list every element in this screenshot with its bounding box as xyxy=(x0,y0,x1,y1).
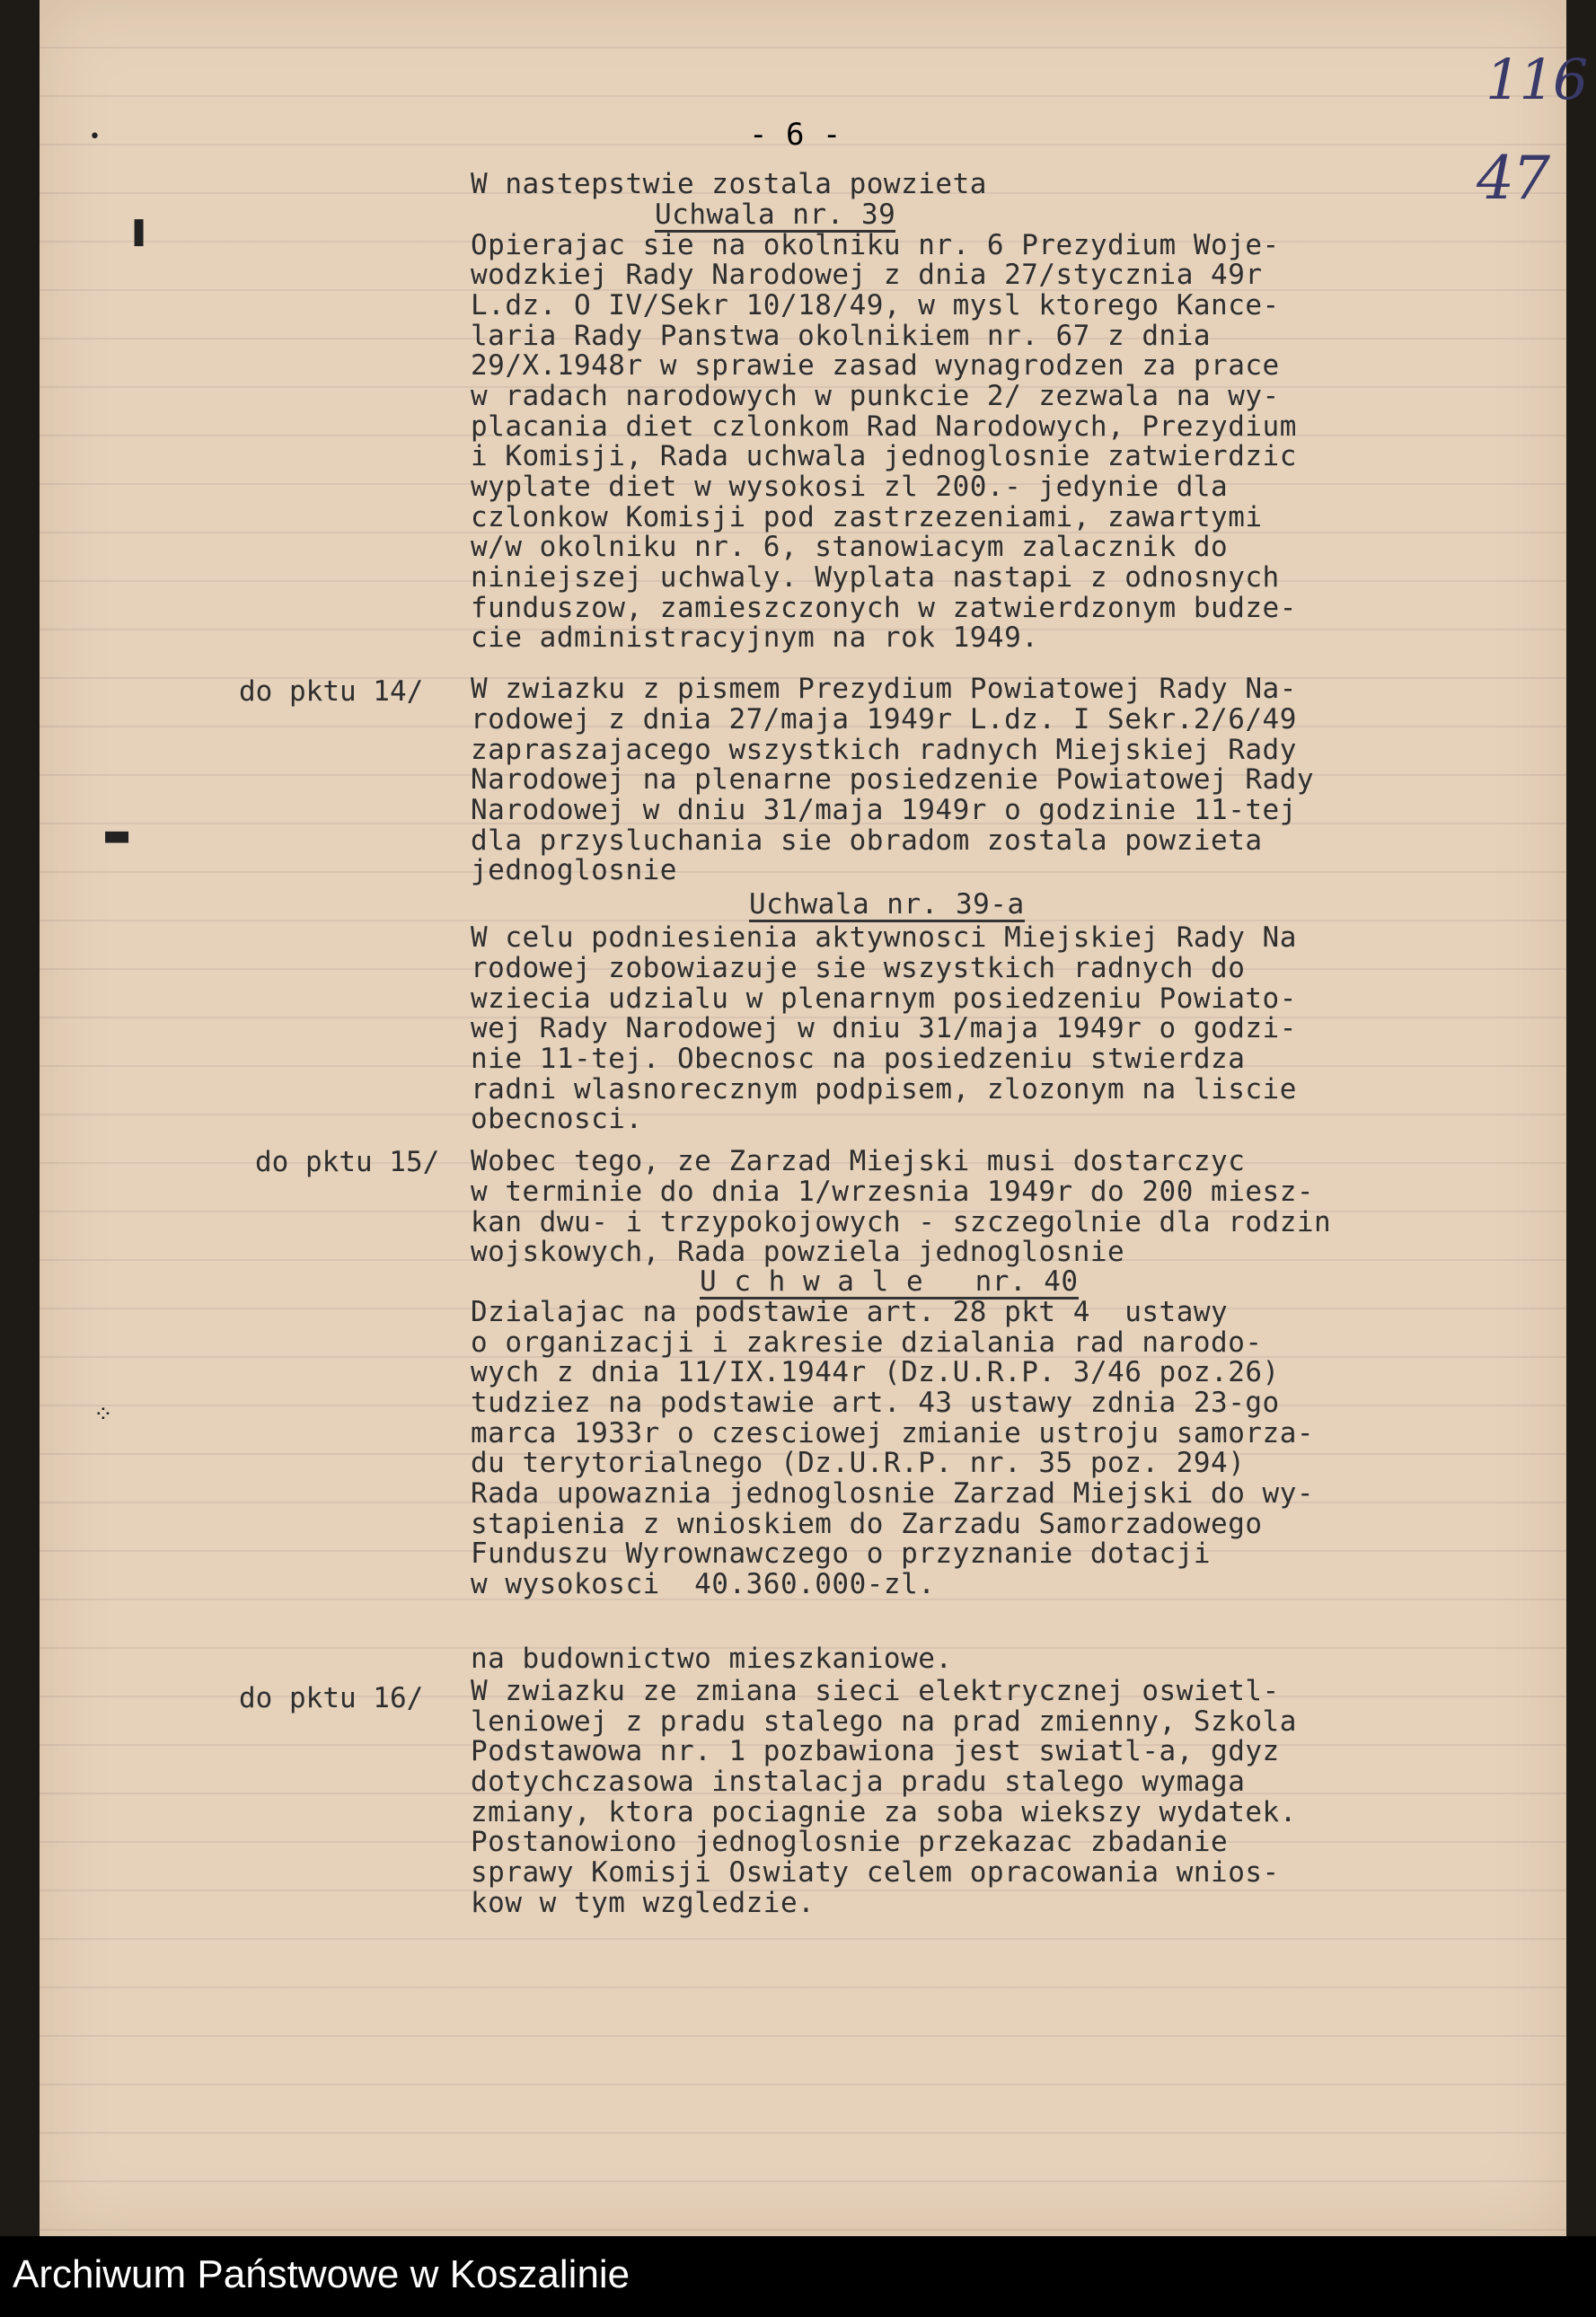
text-line: wej Rady Narodowej w dniu 31/maja 1949r o godzi- xyxy=(471,1012,1297,1044)
text-line: niniejszej uchwaly. Wyplata nastapi z odnosnych xyxy=(471,561,1280,594)
text-line: leniowej z pradu stalego na prad zmienny, Szkola xyxy=(471,1705,1297,1738)
text-line: tudziez na podstawie art. 43 ustawy zdnia 23-go xyxy=(471,1387,1280,1419)
text-line: W zwiazku z pismem Prezydium Powiatowej Rady Na- xyxy=(471,673,1297,705)
archive-folio-number: 116 xyxy=(1486,47,1587,112)
text-line: w terminie do dnia 1/wrzesnia 1949r do 200 miesz- xyxy=(471,1176,1315,1208)
text-line: Narodowej na plenarne posiedzenie Powiatowej Rady xyxy=(471,763,1315,796)
typed-text xyxy=(40,0,1566,2236)
text-line: Rada upowaznia jednoglosnie Zarzad Miejski do wy- xyxy=(471,1477,1315,1510)
text-line: obecnosci. xyxy=(471,1103,643,1135)
item-label-16: do pktu 16/ xyxy=(239,1682,424,1714)
resolution-heading: U c h w a l e nr. 40 xyxy=(700,1265,1079,1298)
text-line: wych z dnia 11/IX.1944r (Dz.U.R.P. 3/46 poz.26) xyxy=(471,1356,1280,1388)
text-line: cie administracyjnym na rok 1949. xyxy=(471,621,1039,654)
text-line: w/w okolniku nr. 6, stanowiacym zalacznik do xyxy=(471,531,1229,563)
text-line: funduszow, zamieszczonych w zatwierdzonym budze- xyxy=(471,592,1297,624)
text-line: Wobec tego, ze Zarzad Miejski musi dostarczyc xyxy=(471,1145,1246,1177)
text-line: W zwiazku ze zmiana sieci elektrycznej oswietl- xyxy=(471,1675,1280,1707)
text-line: laria Rady Panstwa okolnikiem nr. 67 z dnia xyxy=(471,320,1212,352)
text-line: sprawy Komisji Oswiaty celem opracowania wnios- xyxy=(471,1856,1280,1889)
footer-bar xyxy=(0,2236,1596,2317)
text-line: na budownictwo mieszkaniowe. xyxy=(471,1643,953,1675)
item-label-15: do pktu 15/ xyxy=(255,1146,440,1178)
text-line: o organizacji i zakresie dzialania rad narodo- xyxy=(471,1326,1263,1359)
hole-punch-mark: ❚ xyxy=(128,216,151,247)
text-line: radni wlasnorecznym podpisem, zlozonym na liscie xyxy=(471,1073,1297,1106)
text-line: Funduszu Wyrownawczego o przyznanie dotacji xyxy=(471,1537,1212,1570)
resolution-heading: Uchwala nr. 39-a xyxy=(749,888,1025,921)
text-line: kan dwu- i trzypokojowych - szczegolnie dla rodzin xyxy=(471,1206,1332,1238)
text-line: placania diet czlonkom Rad Narodowych, Prezydium xyxy=(471,410,1297,443)
text-line: Podstawowa nr. 1 pozbawiona jest swiatl-a, gdyz xyxy=(471,1735,1280,1767)
text-line: Narodowej w dniu 31/maja 1949r o godzinie 11-tej xyxy=(471,794,1297,826)
resolution-heading: Uchwala nr. 39 xyxy=(655,198,896,231)
item-label-14: do pktu 14/ xyxy=(239,675,424,708)
text-line: w radach narodowych w punkcie 2/ zezwala na wy- xyxy=(471,380,1280,412)
archive-name: Archiwum Państwowe w Koszalinie xyxy=(13,2252,630,2296)
hole-punch-mark: ▬ xyxy=(102,817,132,853)
text-line: i Komisji, Rada uchwala jednoglosnie zatwierdzic xyxy=(471,440,1297,472)
text-line: marca 1933r o czesciowej zmianie ustroju samorza- xyxy=(471,1417,1315,1449)
text-line: 29/X.1948r w sprawie zasad wynagrodzen za prace xyxy=(471,349,1280,382)
text-line: dotychczasowa instalacja pradu stalego wymaga xyxy=(471,1766,1246,1798)
text-line: Postanowiono jednoglosnie przekazac zbadanie xyxy=(471,1826,1229,1858)
text-line: nie 11-tej. Obecnosc na posiedzeniu stwierdza xyxy=(471,1043,1246,1075)
text-line: wojskowych, Rada powziela jednoglosnie xyxy=(471,1236,1125,1268)
text-line: Dzialajac na podstawie art. 28 pkt 4 ustawy xyxy=(471,1296,1229,1328)
text-line: wziecia udzialu w plenarnym posiedzeniu Powiato- xyxy=(471,982,1297,1015)
text-line: wyplate diet w wysokosi zl 200.- jedynie dla xyxy=(471,471,1229,503)
text-line: dla przysluchania sie obradom zostala powzieta xyxy=(471,824,1263,857)
text-line: L.dz. O IV/Sekr 10/18/49, w mysl ktorego Kance- xyxy=(471,289,1280,322)
text-line: Opierajac sie na okolniku nr. 6 Prezydium Woje- xyxy=(471,229,1280,261)
text-line: W nastepstwie zostala powzieta xyxy=(471,168,987,200)
text-line: du terytorialnego (Dz.U.R.P. nr. 35 poz. 294) xyxy=(471,1447,1246,1479)
text-line: stapienia z wnioskiem do Zarzadu Samorzadowego xyxy=(471,1508,1263,1540)
text-line: jednoglosnie xyxy=(471,854,677,886)
text-line: w wysokosci 40.360.000-zl. xyxy=(471,1568,936,1600)
text-line: wodzkiej Rady Narodowej z dnia 27/stycznia 49r xyxy=(471,259,1263,291)
document-page xyxy=(40,0,1587,2236)
stain-mark: • xyxy=(89,126,101,148)
stain-mark: ⁘ xyxy=(93,1401,113,1428)
text-line: rodowej z dnia 27/maja 1949r L.dz. I Sekr.2/6/49 xyxy=(471,703,1297,736)
text-line: kow w tym wzgledzie. xyxy=(471,1887,816,1919)
text-line: zapraszajacego wszystkich radnych Miejskiej Rady xyxy=(471,734,1297,766)
archive-page-number: 47 xyxy=(1477,144,1548,213)
text-line: W celu podniesienia aktywnosci Miejskiej Rady Na xyxy=(471,921,1297,954)
text-line: zmiany, ktora pociagnie za soba wiekszy wydatek. xyxy=(471,1796,1297,1828)
text-line: czlonkow Komisji pod zastrzezeniami, zawartymi xyxy=(471,501,1263,533)
text-line: rodowej zobowiazuje sie wszystkich radnych do xyxy=(471,952,1246,984)
page-number: - 6 - xyxy=(749,117,842,153)
